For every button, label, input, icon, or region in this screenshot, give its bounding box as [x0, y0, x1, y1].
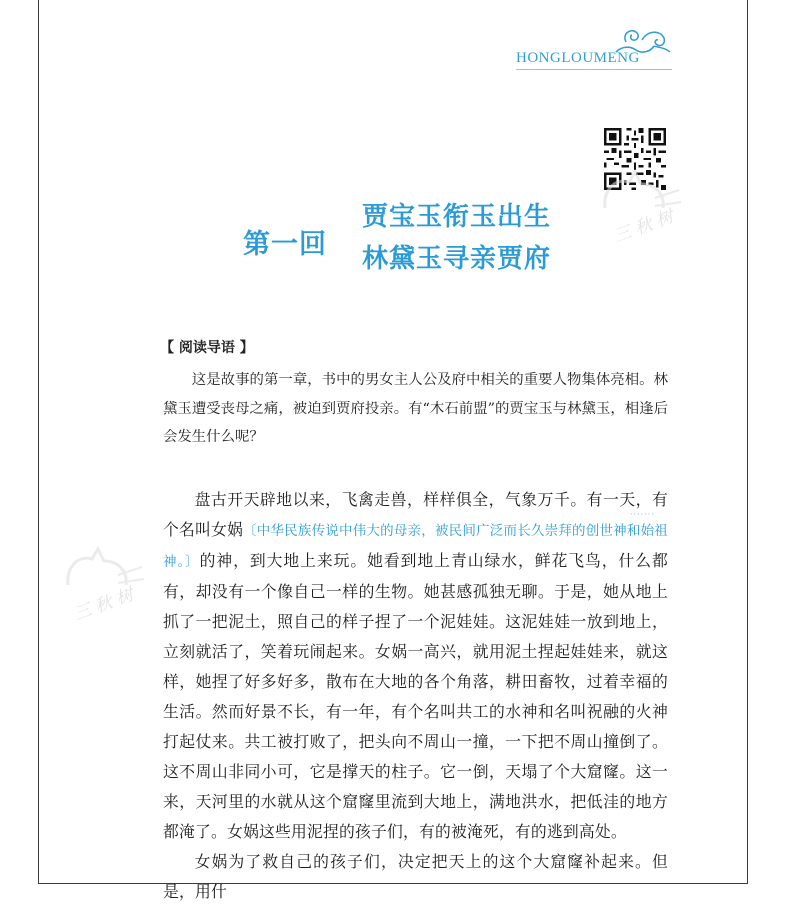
chapter-title-line-2: 林黛玉寻亲贾府	[362, 244, 552, 274]
body-text	[163, 485, 668, 907]
watermark-text: 三 秋 树	[71, 584, 137, 625]
body-paragraph-1	[163, 485, 668, 847]
running-header: HONGLOUMENG	[516, 50, 640, 66]
header-rule	[516, 69, 672, 70]
body-paragraph-2: 女娲为了救自己的孩子们，决定把天上的这个大窟窿补起来。但是，用什	[163, 852, 668, 901]
body-text-span: 盘古开天辟地以来，飞禽走兽，样样俱全，气象万千。有一天，有个名叫女娲	[163, 490, 668, 539]
emphasis-dots: ·······	[630, 510, 655, 519]
reading-guide-heading: 【 阅读导语 】	[160, 340, 254, 356]
qr-code-icon[interactable]	[604, 128, 666, 190]
body-text-span: 的神，到大地上来玩。她看到地上青山绿水，鲜花飞鸟，什么都有，却没有一个像自己一样的生物。她甚感孤独无聊。于是，她从地上抓了一把泥土，照自己的样子捏了一个泥娃娃。这泥娃娃一放到地上，立刻就活了，笑着玩闹起来。女娲一高兴，就用泥土捏起娃娃来，就这样，她捏了好多好多，散布在大地的各个角落，耕田畜牧，过着幸福的生活。然而好景不长，有一年，有个名叫共工的水神和名叫祝融的火神打起仗来。共工被打败了，把头向不周山一撞，一下把不周山撞倒了。这不周山非同小可，它是撑天的柱子。它一倒，天塌了个大窟窿。这一来，天河里的水就从这个窟窿里流到大地上，满地洪水，把低洼的地方都淹了。女娲这些用泥捏的孩子们，有的被淹死，有的逃到高处。	[163, 551, 668, 841]
footnote-annotation: 〔中华民族传说中伟大的母亲，被民间广泛而长久崇拜的创世神和始祖神。〕	[163, 523, 668, 570]
watermark-text: 三 秋 树	[611, 206, 677, 247]
chapter-title-line-1: 贾宝玉衔玉出生	[362, 202, 552, 232]
reading-guide-paragraph: 这是故事的第一章，书中的男女主人公及府中相关的重要人物集体亮相。林黛玉遭受丧母之痛，被迫到贾府投亲。有“木石前盟”的贾宝玉与林黛玉，相逢后会发生什么呢？	[163, 372, 668, 445]
reading-guide-text	[163, 366, 668, 452]
chapter-number: 第一回	[243, 229, 327, 260]
